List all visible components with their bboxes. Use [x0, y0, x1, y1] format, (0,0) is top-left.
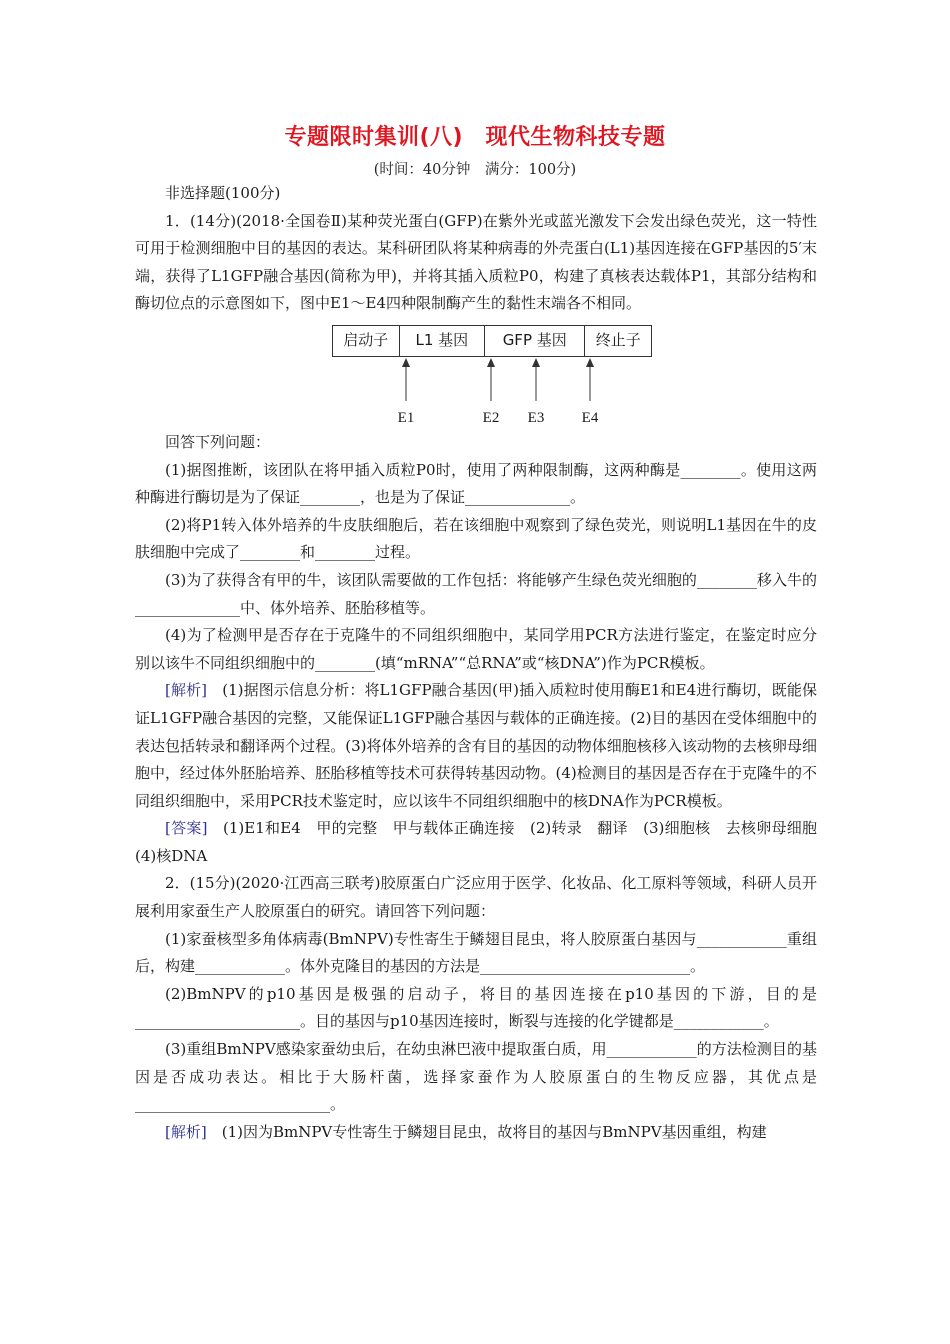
question-1-answer [135, 815, 833, 870]
answer-tag: [答案] [165, 819, 208, 838]
segment-promoter: 启动子 [333, 326, 400, 356]
segment-terminator: 终止子 [595, 331, 641, 350]
question-2-part-3: (3)重组BmNPV感染家蚕幼虫后，在幼虫淋巴液中提取蛋白质，用____________的方法检测目的基因是否成功表达。相比于大肠杆菌，选择家蚕作为人胶原蛋白的生物反应器，其优点是__________________________。 [135, 1040, 817, 1114]
question-2-analysis [135, 1119, 817, 1147]
question-1-part-3: (3)为了获得含有甲的牛，该团队需要做的工作包括：将能够产生绿色荧光细胞的________移入牛的______________中、体外培养、胚胎移植等。 [135, 570, 817, 617]
site-label-e1: E1 [397, 409, 415, 426]
arrowhead-e1 [402, 358, 410, 367]
site-label-e2: E2 [482, 409, 500, 426]
arrowhead-e3 [532, 358, 540, 367]
segment-gfp-gene: GFP 基因 [485, 326, 585, 356]
answer-text: (1)E1和E4 甲的完整 甲与载体正确连接 (2)转录 翻译 (3)细胞核 去核卵母细胞 (4)核DNA [135, 819, 833, 865]
question-1-prompt: 回答下列问题： [165, 432, 271, 451]
segment-l1-gene: L1 基因 [400, 326, 485, 356]
question-1-part-2: (2)将P1转入体外培养的牛皮肤细胞后，若在该细胞中观察到了绿色荧光，则说明L1基因在牛的皮肤细胞中完成了________和________过程。 [135, 515, 817, 562]
question-1-part-1: (1)据图推断，该团队在将甲插入质粒P0时，使用了两种限制酶，这两种酶是________。使用这两种酶进行酶切是为了保证________，也是为了保证______________。 [135, 460, 817, 507]
cut-site-arrows [135, 325, 817, 425]
question-1-analysis [135, 677, 817, 815]
plasmid-diagram [135, 325, 817, 425]
analysis-tag: [解析] [165, 681, 208, 700]
analysis-tag: [解析] [165, 1122, 207, 1141]
page-subtitle: (时间：40分钟 满分：100分) [373, 162, 577, 178]
question-2-part-1: (1)家蚕核型多角体病毒(BmNPV)专性寄生于鳞翅目昆虫，将人胶原蛋白基因与____________重组后，构建____________。体外克隆目的基因的方法是____________________________。 [135, 929, 817, 976]
site-label-e3: E3 [527, 409, 545, 426]
analysis-text: (1)据图示信息分析：将L1GFP融合基因(甲)插入质粒时使用酶E1和E4进行酶切，既能保证L1GFP融合基因的完整，又能保证L1GFP融合基因与载体的正确连接。(2)目的基因在受体细胞中的表达包括转录和翻译两个过程。(3)将体外培养的含有目的基因的动物体细胞核移入该动物的去核卵母细胞中，经过体外胚胎培养、胚胎移植等技术可获得转基因动物。(4)检测目的基因是否存在于克隆牛的不同组织细胞中，采用PCR技术鉴定时，应以该牛不同组织细胞中的核DNA作为PCR模板。 [135, 681, 817, 810]
analysis-text: (1)因为BmNPV专性寄生于鳞翅目昆虫，故将目的基因与BmNPV基因重组，构建 [206, 1122, 767, 1141]
question-1-stem: 1．(14分)(2018·全国卷Ⅱ)某种荧光蛋白(GFP)在紫外光或蓝光激发下会发出绿色荧光，这一特性可用于检测细胞中目的基因的表达。某科研团队将某种病毒的外壳蛋白(L1)基因连接在GFP基因的5′末端，获得了L1GFP融合基因(简称为甲)，并将其插入质粒P0，构建了真核表达载体P1，其部分结构和酶切位点的示意图如下，图中E1～E4四种限制酶产生的黏性末端各不相同。 [135, 211, 817, 313]
question-2-part-2: (2)BmNPV的p10基因是极强的启动子，将目的基因连接在p10基因的下游，目的是______________________。目的基因与p10基因连接时，断裂与连接的化学键都是____________。 [135, 984, 817, 1031]
site-label-e4: E4 [581, 409, 599, 426]
question-2-stem: 2．(15分)(2020·江西高三联考)胶原蛋白广泛应用于医学、化妆品、化工原料等领域，科研人员开展利用家蚕生产人胶原蛋白的研究。请回答下列问题： [135, 874, 817, 921]
section-heading: 非选择题(100分) [165, 184, 281, 202]
question-1-part-4: (4)为了检测甲是否存在于克隆牛的不同组织细胞中，某同学用PCR方法进行鉴定，在鉴定时应分别以该牛不同组织细胞中的________(填“mRNA”“总RNA”或“核DNA”)作为PCR模板。 [135, 626, 817, 672]
page-content [135, 180, 833, 1146]
arrowhead-e2 [487, 358, 495, 367]
arrowhead-e4 [586, 358, 594, 367]
page-title: 专题限时集训(八) 现代生物科技专题 [284, 125, 666, 150]
